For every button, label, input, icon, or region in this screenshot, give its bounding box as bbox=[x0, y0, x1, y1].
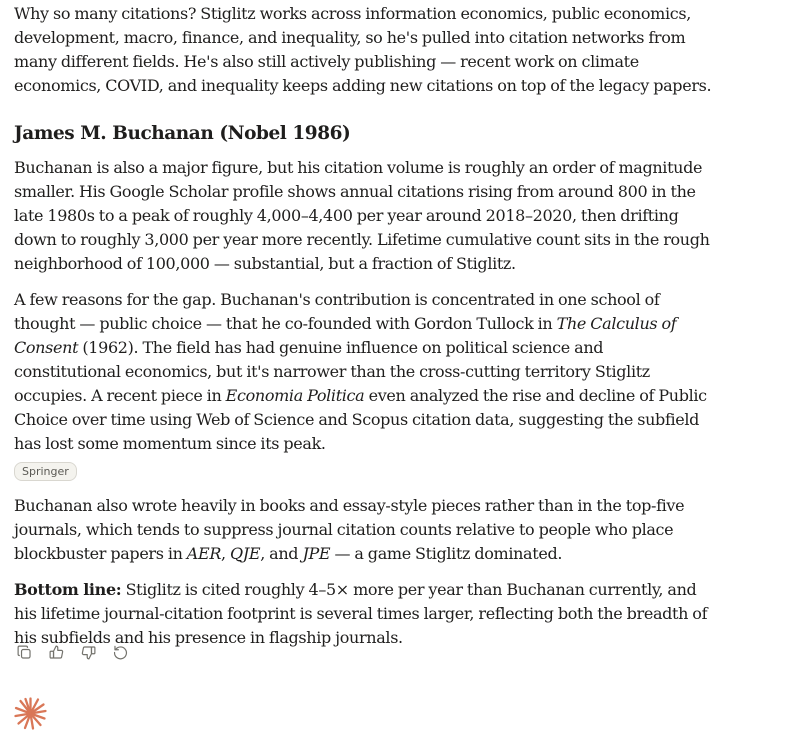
journal-abbrev-aer: AER bbox=[186, 544, 222, 563]
copy-icon bbox=[16, 644, 33, 661]
text-span: — a game Stiglitz dominated. bbox=[330, 544, 563, 563]
copy-button[interactable] bbox=[14, 642, 34, 662]
thumbs-down-button[interactable] bbox=[78, 642, 98, 662]
assistant-message bbox=[14, 2, 714, 650]
text-span: A few reasons for the gap. Buchanan's contribution is concentrated in one school of thought — public choice — that he co-founded with Gordon Tullock in bbox=[14, 290, 660, 333]
book-title: The Calculus of Consent bbox=[14, 314, 677, 357]
text-span: Buchanan also wrote heavily in books and essay-style pieces rather than in the top-five journals, which tends to suppress journal citation counts relative to people who place blockbuster papers in bbox=[14, 496, 685, 563]
retry-icon bbox=[112, 644, 129, 661]
message-actions bbox=[14, 642, 130, 662]
thumbs-down-icon bbox=[80, 644, 97, 661]
paragraph-bottom-line bbox=[14, 578, 714, 650]
retry-button[interactable] bbox=[110, 642, 130, 662]
citation-row bbox=[14, 460, 714, 480]
paragraph-buchanan-volume: Buchanan is also a major figure, but his citation volume is roughly an order of magnitude smaller. His Google Scholar profile shows annual citations rising from around 800 in the late 1980s to a peak of roughly 4,000–4,400 per year around 2018–2020, then drifting down to roughly 3,000 per year more recently. Lifetime cumulative count sits in the rough neighborhood of 100,000 — substantial, but a fraction of Stiglitz. bbox=[14, 158, 710, 273]
citation-chip-springer[interactable]: Springer bbox=[14, 462, 77, 481]
thumbs-up-icon bbox=[48, 644, 65, 661]
text-span: , and bbox=[260, 544, 303, 563]
text-span: even analyzed the rise and decline of Public Choice over time using Web of Science and Scopus citation data, suggesting the subfield has lost some momentum since its peak. bbox=[14, 386, 707, 453]
bottom-line-label: Bottom line: bbox=[14, 580, 122, 599]
text-span: , bbox=[221, 544, 231, 563]
journal-abbrev-qje: QJE bbox=[230, 544, 261, 563]
journal-abbrev-jpe: JPE bbox=[302, 544, 331, 563]
paragraph-stiglitz-citations: Why so many citations? Stiglitz works across information economics, public economics, development, macro, finance, and inequality, so he's pulled into citation networks from many different fields. He's also still actively publishing — recent work on climate economics, COVID, and inequality keeps adding new citations on top of the legacy papers. bbox=[14, 4, 712, 95]
claude-logo-icon bbox=[14, 697, 47, 730]
paragraph-books-essays bbox=[14, 494, 714, 566]
text-span: Stiglitz is cited roughly 4–5× more per year than Buchanan currently, and his lifetime journal-citation footprint is several times larger, reflecting both the breadth of his subfields and his presence in flagship journals. bbox=[14, 580, 708, 647]
text-span: (1962). The field has had genuine influence on political science and constitutional economics, but it's narrower than the cross-cutting territory Stiglitz occupies. A recent piece in bbox=[14, 338, 650, 405]
paragraph-gap-reasons bbox=[14, 288, 714, 456]
thumbs-up-button[interactable] bbox=[46, 642, 66, 662]
section-heading-buchanan: James M. Buchanan (Nobel 1986) bbox=[14, 123, 351, 144]
journal-title: Economia Politica bbox=[225, 386, 365, 405]
